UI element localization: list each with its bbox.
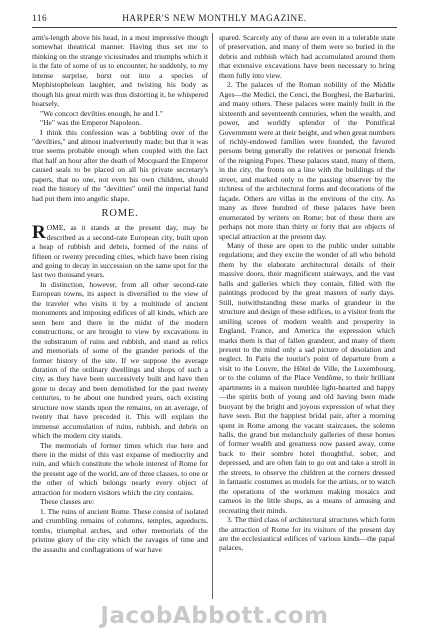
rome-opening-paragraph [32, 223, 208, 280]
paragraph: "He" was the Emperor Napoleon. [40, 118, 142, 128]
paragraph: The memorials of former times which rise here and there in the midst of this vast expanse of mediocrity and ruin, and which constitute the whole interest of Rome for the present age of the world, are of three classes, to one or the other of which belongs nearly every object of attraction for modern visitors which the city contains. [32, 440, 208, 497]
watermark: JacobAbbott.com [100, 603, 329, 629]
column-divider [212, 33, 213, 599]
running-head: HARPER'S NEW MONTHLY MAGAZINE. [122, 13, 307, 23]
paragraph: I think this confession was a bubbling over of the "devilties," and almost inadvertently made; but that it was true seems probable enough when coupled with the fact that half an hour after the death of Mocquard the Emperor caused seals to be placed on all his private secretary's papers, that no one, not even his own children, should read the history of the "devilties" until the imperial hand had put them into angelic shape. [32, 127, 208, 203]
left-column [32, 33, 208, 554]
paragraph-text: OME, as it stands at the present day, may be described as a second-rate European city, built upon a heap of rubbish and debris, formed of the ruins of fifteen or twenty preceding cities, which have been rising and going to decay in succession on the same spot for the last two thousand years. [32, 223, 208, 280]
right-column [219, 33, 395, 553]
section-title: ROME. [101, 208, 139, 220]
paragraph: 3. The third class of architectural structures which form the attraction of Rome for its visitors of the present day are the ecclesiastical edifices of various kinds—the papal palaces, [219, 515, 395, 553]
header-rule [32, 27, 397, 28]
paragraph: "We concoct devilties enough, he and I." [40, 108, 163, 118]
paragraph: arm's-length above his head, in a most impressive though somewhat theatrical manner. Having thus set me to thinking on the strange vicissitudes and triumphs which it is the fate of some of us to encounter, he suddenly, to my intense surprise, burst out into a species of Mephistophelean laughter, and twisting his body as though his great mirth was thus distorting it, he whispered hoarsely, [32, 33, 208, 109]
page-number: 116 [32, 13, 48, 23]
paragraph: spared. Scarcely any of these are even in a tolerable state of preservation, and many of them were so buried in the debris and rubbish which had accumulated around them that extensive excavations have been necessary to bring them fully into view. [219, 33, 395, 80]
paragraph: In distinction, however, from all other second-rate European towns, its aspect is diversified to the view of the traveler who visits it by a multitude of ancient monuments and imposing edifices of all kinds, which are seen here and there in the midst of the modern constructions, or are brought to view by excavations in the substratum of ruins and rubbish, and stand as relics and memorials of some of the grander periods of the former history of the site. If we suppose the average duration of the ordinary dwellings and shops of such a city, as they have been successively built and have then gone to decay and been demolished for the past twenty centuries, to be about one hundred years, each existing structure now stands upon the remains, on an average, of twenty that have preceded it. This will explain the immense accumulation of ruins, rubbish, and debris on which the modern city stands. [32, 279, 208, 441]
paragraph: 2. The palaces of the Roman nobility of the Middle Ages—the Medici, the Cenci, the Borghesi, the Barbarini, and many others. These palaces were mainly built in the sixteenth and seventeenth centuries, when the wealth, and power, and worldly splendor of the Pontifical Government were at their height, and when great numbers of richly-endowed families were founded, the favored persons being generally the relatives or personal friends of the reigning Popes. These palaces stand, many of them, in the city, the fronts on a line with the buildings of the street, and marked only to the passing observer by the richness of the architectural forms and decorations of the façade. Others are villas in the environs of the city. As many as three hundred of these palaces have been enumerated by writers on Rome; but of these there are perhaps not more than thirty or forty that are objects of special attraction at the present day. [219, 80, 395, 241]
paragraph: Many of these are open to the public under suitable regulations; and they excite the wonder of all who behold them by the elaborate architectural details of their massive doors, their magnificent stairways, and the vast halls and galleries which they contain, filled with the paintings produced by the great masters of early days. Still, notwithstanding these marks of grandeur in the structure and design of these edifices, to a visitor from the smiling scenes of modern wealth and prosperity in England, France, and America the expression which marks them is that of fallen grandeur, and many of them present to the mind only a sad picture of desolation and neglect. In Paris the tourist's point of departure from a visit to the Louvre, the Hôtel de Ville, the Luxembourg, or to the column of the Place Vendôme, to their brilliant apartments in a maison meublée light-hearted and happy—the spirits both of young and old having been made buoyant by the bright and joyous expression of what they have seen. But the happiest bridal pair, after a morning spent in Rome among the vacant staircases, the solemn halls, the grand but melancholy galleries of these homes of former wealth and greatness now passed away, come back to their sombre hotel thoughtful, sober, and depressed, and are often fain to go out and take a stroll in the streets, to observe the children at the corners dressed in fantastic costumes as models for the artists, or to watch the operations of the workmen making mosaics and cameos in the little shops, as a means of amusing and recreating their minds. [219, 240, 395, 515]
page-header [32, 13, 397, 25]
paragraph: 1. The ruins of ancient Rome. These consist of isolated and crumbling remains of columns, temples, aqueducts, tombs, triumphal arches, and other memorials of the pristine glory of the city which the ravages of time and the assaults and conflagrations of war have [32, 506, 208, 554]
paragraph: These classes are: [40, 497, 95, 507]
drop-cap: R [32, 222, 46, 244]
